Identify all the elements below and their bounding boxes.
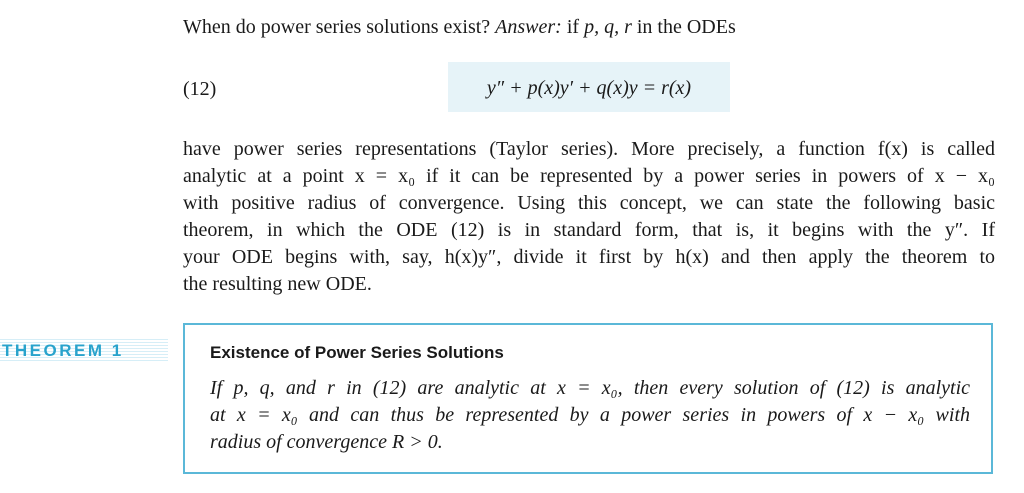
paragraph-line: analytic at a point x = x₀ if it can be represented by a power series in powers of x − x₀ bbox=[183, 165, 995, 187]
intro-tail: in the ODEs bbox=[631, 16, 736, 38]
equation-text: y″ + p(x)y′ + q(x)y = r(x) bbox=[486, 77, 692, 99]
equation-number: (12) bbox=[183, 78, 217, 100]
intro-question: When do power series solutions exist? bbox=[183, 16, 496, 38]
answer-label: Answer: bbox=[495, 16, 562, 38]
paragraph-line: the resulting new ODE. bbox=[183, 273, 372, 295]
intro-vars: p, q, r bbox=[584, 16, 632, 38]
paragraph-line: theorem, in which the ODE (12) is in standard form, that is, it begins with the y″. If bbox=[183, 219, 995, 241]
paragraph-line: your ODE begins with, say, h(x)y″, divide it first by h(x) and then apply the theorem to bbox=[183, 246, 995, 268]
theorem-box bbox=[183, 323, 993, 474]
theorem-label bbox=[0, 339, 168, 363]
paragraph-line: have power series representations (Taylor series). More precisely, a function f(x) is called bbox=[183, 138, 995, 160]
equation-box bbox=[448, 62, 730, 112]
theorem-statement bbox=[210, 375, 970, 456]
body-paragraph bbox=[183, 136, 995, 298]
theorem-title: Existence of Power Series Solutions bbox=[210, 343, 504, 362]
theorem-line: at x = x₀ and can thus be represented by a power series in powers of x − x₀ with bbox=[210, 404, 970, 426]
theorem-line: If p, q, and r in (12) are analytic at x = x₀, then every solution of (12) is analytic bbox=[210, 377, 970, 399]
theorem-line: radius of convergence R > 0. bbox=[210, 431, 443, 453]
intro-if: if bbox=[561, 16, 585, 38]
theorem-label-text: THEOREM 1 bbox=[2, 341, 124, 360]
intro-sentence bbox=[183, 14, 736, 40]
paragraph-line: with positive radius of convergence. Using this concept, we can state the following basic bbox=[183, 192, 995, 214]
